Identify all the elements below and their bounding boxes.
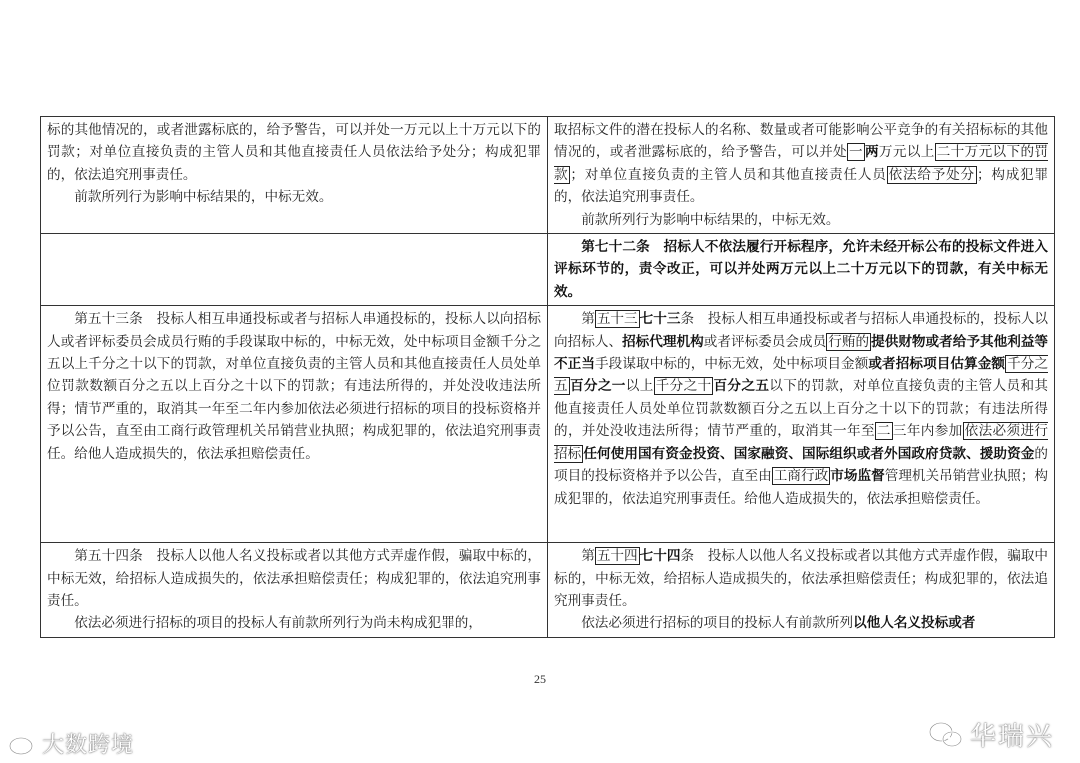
text-run: 管理机关吊销营业执照；构成犯罪的，依法追究刑事责任。给他人造成损失的，依法承担赔偿责任。 bbox=[554, 468, 1049, 507]
wechat-icon bbox=[928, 720, 964, 750]
text-run: ；对单位直接负责的主管人员和其他直接责任人员 bbox=[570, 166, 887, 183]
added-text: 或者招标项目估算金额 bbox=[868, 356, 1006, 373]
text-run: 手段谋取中标的，中标无效，处中标项目金额 bbox=[595, 356, 869, 373]
deleted-text-box: 依法给予处分 bbox=[888, 166, 975, 183]
deleted-text-box: 一 bbox=[849, 144, 863, 161]
text-run: 万元以上 bbox=[878, 144, 935, 161]
old-paragraph: 标的其他情况的，或者泄露标底的，给予警告，可以并处一万元以上十万元以下的罚款；对单位直接负责的主管人员和其他直接责任人员依法给予处分；构成犯罪的，依法追究刑事责任。 bbox=[47, 122, 541, 183]
deleted-text-box: 工商行政 bbox=[773, 468, 829, 485]
text-run: 三年内参加 bbox=[892, 423, 963, 440]
added-text: 以他人名义投标或者 bbox=[853, 615, 976, 632]
old-paragraph: 前款所列行为影响中标结果的，中标无效。 bbox=[74, 189, 333, 206]
text-run: 依法必须进行招标的项目的投标人有前款所列 bbox=[581, 615, 854, 632]
old-paragraph: 依法必须进行招标的项目的投标人有前款所列行为尚未构成犯罪的， bbox=[74, 615, 482, 632]
deleted-text-box: 二 bbox=[876, 423, 891, 440]
text-run: ；构成犯罪的，依法追究刑事责任。 bbox=[554, 166, 1049, 206]
added-text: 市场监督 bbox=[830, 468, 885, 485]
page-number: 25 bbox=[534, 672, 546, 686]
watermark-left-text: 大数跨境 bbox=[42, 733, 135, 758]
old-text-cell bbox=[41, 117, 548, 234]
text-run: 第 bbox=[581, 311, 595, 328]
old-article-53: 第五十三条 投标人相互串通投标或者与招标人串通投标的，投标人以向招标人或者评标委员会成员行贿的手段谋取中标的，中标无效，处中标项目金额千分之五以上千分之十以下的罚款，对单位直接负责的主管人员和其他直接责任人员处单位罚款数额百分之五以上百分之十以下的罚款；有违法所得的，并处没收违法所得；情节严重的，取消其一年至二年内参加依法必须进行招标的项目的投标资格并予以公告，直至由工商行政管理机关吊销营业执照；构成犯罪的，依法追究刑事责任。给他人造成损失的，依法承担赔偿责任。 bbox=[47, 311, 541, 462]
deleted-text-box: 二十万元以下的罚款 bbox=[554, 144, 1048, 183]
text-run: 以上 bbox=[625, 378, 654, 395]
added-text: 两 bbox=[864, 144, 879, 161]
text-run: 条 投标人相互串通投标或者与招标人串通投标的，投标人以向招标人、 bbox=[554, 311, 1049, 350]
new-paragraph bbox=[554, 612, 1048, 634]
added-text: 百分之五 bbox=[713, 378, 770, 395]
text-run: 取招标文件的潜在投标人的名称、数量或者可能影响公平竞争的有关招标标的其他情况的，或者泄露标底的，给予警告，可以并处 bbox=[554, 122, 1048, 161]
watermark-right-text: 华瑞兴 bbox=[970, 722, 1055, 752]
new-text-cell bbox=[548, 234, 1055, 306]
added-text: 百分之一 bbox=[569, 378, 626, 395]
deleted-text-box: 千分之五 bbox=[554, 356, 1049, 395]
text-run: 条 投标人以他人名义投标或者以其他方式弄虚作假，骗取中标的，中标无效，给招标人造成损失的，依法承担赔偿责任；构成犯罪的，依法追究刑事责任。 bbox=[554, 548, 1049, 610]
deleted-text-box: 五十四 bbox=[596, 548, 638, 565]
new-article-72: 第七十二条 招标人不依法履行开标程序，允许未经开标公布的投标文件进入评标环节的，责令改正，可以并处两万元以上二十万元以下的罚款，有关中标无效。 bbox=[554, 239, 1048, 300]
table-row bbox=[41, 117, 1055, 234]
text-run: 或者评标委员会成员 bbox=[703, 333, 827, 350]
deleted-text-box: 千分之十 bbox=[655, 378, 712, 395]
table-row bbox=[41, 234, 1055, 306]
added-text: 七十四 bbox=[639, 548, 681, 565]
table-row bbox=[41, 543, 1055, 638]
added-text: 招标代理机构 bbox=[622, 333, 704, 350]
added-text: 七十三 bbox=[639, 311, 681, 328]
new-paragraph bbox=[554, 119, 1048, 209]
old-article-54: 第五十四条 投标人以他人名义投标或者以其他方式弄虚作假，骗取中标的，中标无效，给招标人造成损失的，依法承担赔偿责任；构成犯罪的，依法追究刑事责任。 bbox=[47, 548, 541, 610]
old-text-cell bbox=[41, 234, 548, 306]
table-row bbox=[41, 306, 1055, 543]
old-text-cell bbox=[41, 543, 548, 638]
new-text-cell bbox=[548, 543, 1055, 638]
new-paragraph: 前款所列行为影响中标结果的，中标无效。 bbox=[581, 211, 840, 228]
text-run: 以下的罚款，对单位直接负责的主管人员和其他直接责任人员处单位罚款数额百分之五以上百分之十以下的罚款；有违法所得的，并处没收违法所得；情节严重的，取消其一年至 bbox=[554, 378, 1048, 440]
new-article-74 bbox=[554, 545, 1048, 612]
new-article-73 bbox=[554, 308, 1048, 510]
deleted-text-box: 依法必须进行招标 bbox=[554, 423, 1048, 462]
watermark-right bbox=[928, 716, 1054, 753]
watermark-left bbox=[8, 728, 134, 759]
new-text-cell bbox=[548, 117, 1055, 234]
comparison-table bbox=[40, 116, 1055, 638]
deleted-text-box: 行贿的 bbox=[828, 333, 870, 350]
old-text-cell bbox=[41, 306, 548, 543]
deleted-text-box: 五十三 bbox=[596, 311, 638, 328]
new-text-cell bbox=[548, 306, 1055, 543]
added-text: 任何使用国有资金投资、国家融资、国际组织或者外国政府贷款、援助资金 bbox=[583, 445, 1035, 462]
text-run: 第 bbox=[581, 548, 595, 565]
weibo-icon bbox=[8, 732, 38, 756]
added-text: 提供财物或者给予其他利益等不正当 bbox=[554, 333, 1049, 373]
text-run: 的项目的投标资格并予以公告，直至由 bbox=[554, 445, 1049, 485]
